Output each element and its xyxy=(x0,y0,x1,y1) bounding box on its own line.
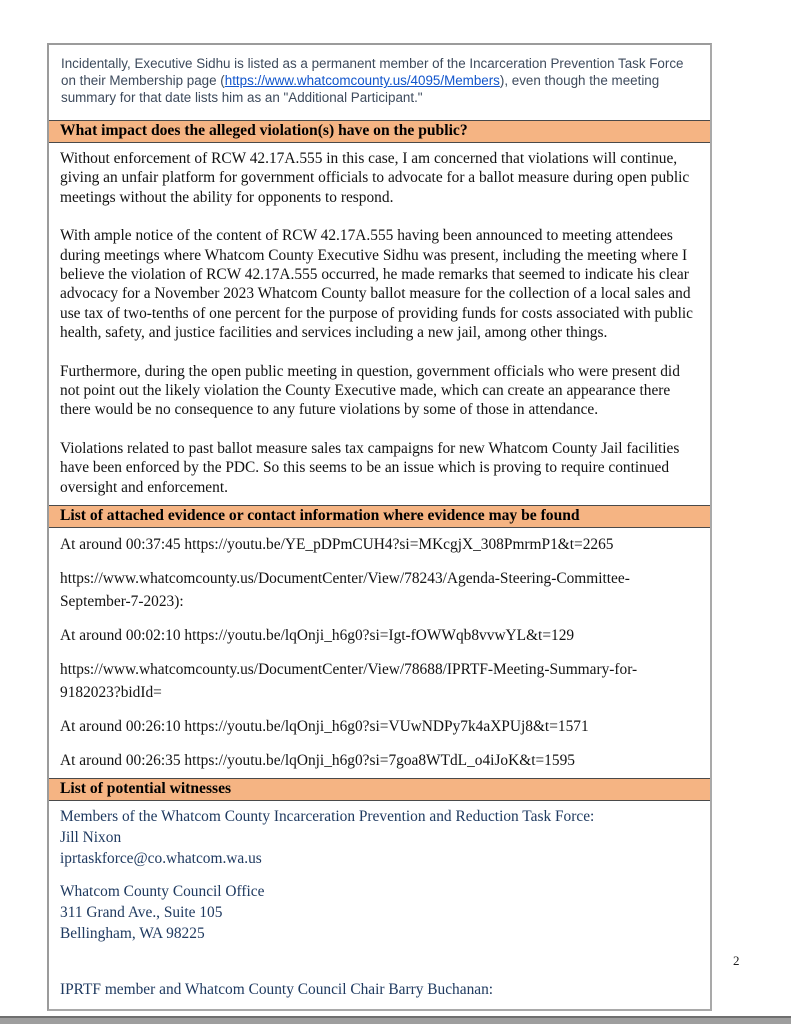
witness-line: Whatcom County Council Office xyxy=(60,883,265,901)
intro-paragraph xyxy=(49,45,710,120)
evidence-item: At around 00:37:45 https://youtu.be/YE_pDPmCUH4?si=MKcgjX_308PmrmP1&t=2265 xyxy=(60,536,614,554)
witnesses-section-body xyxy=(49,801,710,1009)
impact-paragraph: Furthermore, during the open public meeting in question, government officials who were present did not point out the likely violation the County Executive made, which can create an appearance there there would be no consequence to any future violations by some of those in attendance. xyxy=(60,362,680,419)
evidence-item: At around 00:26:10 https://youtu.be/lqOnji_h6g0?si=VUwNDPy7k4aXPUj8&t=1571 xyxy=(60,718,589,736)
complaint-form-table xyxy=(47,43,712,1011)
section-header-evidence: List of attached evidence or contact information where evidence may be found xyxy=(49,505,710,528)
impact-section-body xyxy=(49,143,710,505)
members-page-link[interactable]: https://www.whatcomcounty.us/4095/Members xyxy=(224,73,500,89)
witness-block xyxy=(60,980,694,1001)
evidence-item: At around 00:26:35 https://youtu.be/lqOnji_h6g0?si=7goa8WTdL_o4iJoK&t=1595 xyxy=(60,752,575,770)
witness-line: iprtaskforce@co.whatcom.wa.us xyxy=(60,849,262,867)
witness-line: IPRTF member and Whatcom County Council Chair Barry Buchanan: xyxy=(60,980,494,998)
section-header-witnesses: List of potential witnesses xyxy=(49,778,710,801)
evidence-item: https://www.whatcomcounty.us/DocumentCenter/View/78688/IPRTF-Meeting-Summary-for-9182023?bidId= xyxy=(60,661,638,702)
evidence-item: At around 00:02:10 https://youtu.be/lqOnji_h6g0?si=Igt-fOWWqb8vvwYL&t=129 xyxy=(60,627,575,645)
impact-paragraph: Without enforcement of RCW 42.17A.555 in this case, I am concerned that violations will continue, giving an unfair platform for government officials to advocate for a ballot measure during open public meetings without the ability for opponents to respond. xyxy=(60,150,690,206)
intro-text-after: ), even though the meeting summary for that date lists him as an "Additional Participant." xyxy=(61,73,660,106)
impact-paragraph: With ample notice of the content of RCW 42.17A.555 having been announced to meeting attendees during meetings where Whatcom County Executive Sidhu was present, including the meeting where I believe the violation of RCW 42.17A.555 occurred, he made remarks that seemed to indicate his clear advocacy for a November 2023 Whatcom County ballot measure for the collection of a local sales and use tax of two-tenths of one percent for the purpose of providing funds for costs associated with public health, safety, and justice facilities and services including a new jail, among other things. xyxy=(60,227,693,342)
evidence-section-body xyxy=(49,528,710,778)
witness-block xyxy=(60,882,694,944)
impact-paragraph: Violations related to past ballot measure sales tax campaigns for new Whatcom County Jail facilities have been enforced by the PDC. So this seems to be an issue which is proving to require continued oversight and enforcement. xyxy=(60,439,680,496)
intro-text-before: Incidentally, Executive Sidhu is listed as a permanent member of the Incarceration Prevention Task Force on their Membership page ( xyxy=(61,56,684,89)
evidence-item: https://www.whatcomcounty.us/DocumentCenter/View/78243/Agenda-Steering-Committee-September-7-2023): xyxy=(60,570,630,611)
witness-line: Bellingham, WA 98225 xyxy=(60,925,205,943)
witness-line: Members of the Whatcom County Incarceration Prevention and Reduction Task Force: xyxy=(60,808,595,826)
section-header-impact: What impact does the alleged violation(s) have on the public? xyxy=(49,120,710,143)
witness-line: Jill Nixon xyxy=(60,828,122,846)
witness-line: 311 Grand Ave., Suite 105 xyxy=(60,904,223,922)
window-bottom-edge xyxy=(0,1016,791,1024)
witness-block xyxy=(60,807,694,869)
page-number: 2 xyxy=(733,953,740,968)
